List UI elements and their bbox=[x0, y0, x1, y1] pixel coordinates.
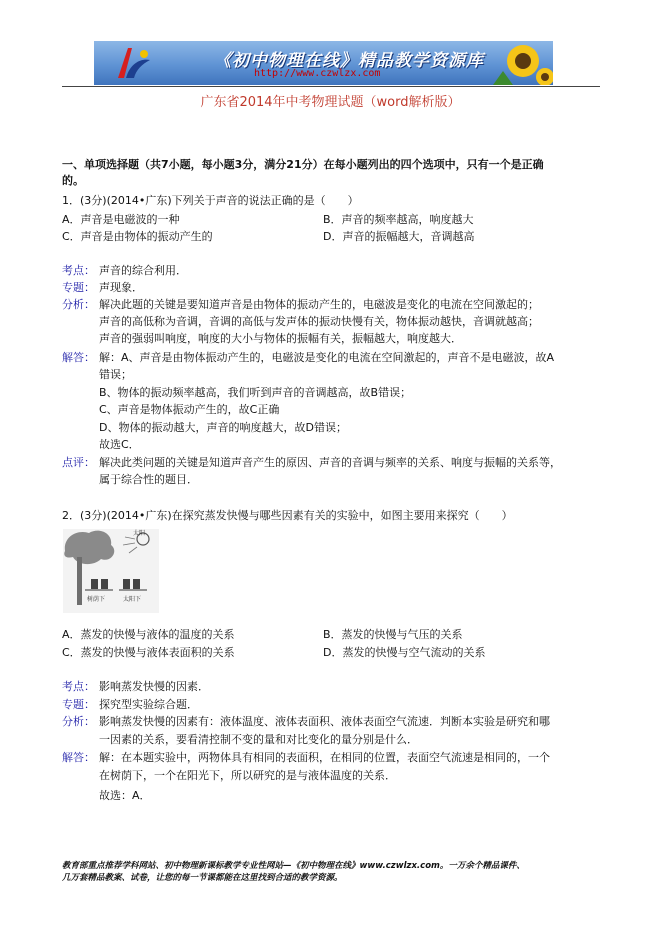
q2-fenxi-label: 分析： bbox=[62, 715, 95, 728]
q1-fenxi-line: 声音的高低称为音调，音调的高低与发声体的振动快慢有关，物体振动越快，音调就越高； bbox=[99, 315, 539, 328]
figure-label-sun: 太阳 bbox=[133, 530, 146, 537]
document-title: 广东省2014年中考物理试题（word解析版） bbox=[200, 95, 461, 110]
footer-line: 教育部重点推荐学科网站、初中物理新课标教学专业性网站—《初中物理在线》www.czwlzx.com。一万余个精品课件、 bbox=[62, 861, 525, 871]
q1-kaodian-label: 考点： bbox=[62, 264, 95, 277]
q1-jieda-line: B、物体的振动频率越高，我们听到声音的音调越高，故B错误； bbox=[99, 386, 412, 399]
q1-jieda-label: 解答： bbox=[62, 351, 95, 364]
q1-fenxi-line: 声音的强弱叫响度，响度的大小与物体的振幅有关，振幅越大，响度越大． bbox=[99, 332, 462, 345]
evaporation-experiment-figure bbox=[63, 529, 159, 613]
q2-kaodian: 影响蒸发快慢的因素． bbox=[99, 680, 209, 693]
q2-jieda-label: 解答： bbox=[62, 751, 95, 764]
question-1-stem: 1．(3分)(2014•广东)下列关于声音的说法正确的是（ ） bbox=[62, 194, 359, 207]
section-heading-cont: 的。 bbox=[62, 174, 84, 187]
q2-fenxi-line: 一因素的关系，要看清控制不变的量和对比变化的量分别是什么． bbox=[99, 733, 418, 746]
q2-jieda-line: 在树荫下，一个在阳光下，所以研究的是与液体温度的关系． bbox=[99, 769, 396, 782]
q2-zhuanti-label: 专题： bbox=[62, 698, 95, 711]
q1-option-b: B．声音的频率越高，响度越大 bbox=[323, 213, 474, 226]
q1-zhuanti-label: 专题： bbox=[62, 281, 95, 294]
q2-jieda-line: 解：在本题实验中，两物体具有相同的表面积，在相同的位置，表面空气流速是相同的，一个 bbox=[99, 751, 550, 764]
header-banner bbox=[94, 41, 553, 85]
site-logo-icon bbox=[114, 44, 154, 82]
q2-fenxi-line: 影响蒸发快慢的因素有：液体温度、液体表面积、液体表面空气流速．判断本实验是研究和哪 bbox=[99, 715, 550, 728]
q2-option-d: D．蒸发的快慢与空气流动的关系 bbox=[323, 646, 486, 659]
q2-option-b: B．蒸发的快慢与气压的关系 bbox=[323, 628, 463, 641]
q1-jieda-line: D、物体的振动越大，声音的响度越大，故D错误； bbox=[99, 421, 347, 434]
q1-zhuanti: 声现象． bbox=[99, 281, 143, 294]
q1-jieda-line: 解：A、声音是由物体振动产生的，电磁波是变化的电流在空间激起的，声音不是电磁波，故A bbox=[99, 351, 555, 364]
q2-kaodian-label: 考点： bbox=[62, 680, 95, 693]
banner-url[interactable]: http://www.czwlzx.com bbox=[254, 68, 381, 79]
q1-dianping-line: 属于综合性的题目． bbox=[99, 473, 198, 486]
page-footer bbox=[62, 860, 525, 884]
q2-zhuanti: 探究型实验综合题． bbox=[99, 698, 198, 711]
section-heading: 一、单项选择题（共7小题，每小题3分，满分21分）在每小题列出的四个选项中，只有一个是正确 bbox=[62, 158, 544, 171]
q1-jieda-line: 错误； bbox=[99, 368, 132, 381]
q1-jieda-line: 故选C． bbox=[99, 438, 140, 451]
q2-option-c: C．蒸发的快慢与液体表面积的关系 bbox=[62, 646, 235, 659]
q1-fenxi-label: 分析： bbox=[62, 298, 95, 311]
q1-jieda-line: C、声音是物体振动产生的，故C正确 bbox=[99, 403, 280, 416]
figure-label-sunlight: 太阳下 bbox=[123, 596, 142, 603]
figure-label-shade: 树荫下 bbox=[87, 596, 106, 603]
q2-option-a: A．蒸发的快慢与液体的温度的关系 bbox=[62, 628, 235, 641]
q1-fenxi-line: 解决此题的关键是要知道声音是由物体的振动产生的，电磁波是变化的电流在空间激起的； bbox=[99, 298, 539, 311]
banner-title: 《初中物理在线》精品教学资源库 bbox=[214, 51, 484, 71]
header-divider bbox=[62, 86, 600, 87]
q2-jieda-line: 故选：A． bbox=[99, 789, 151, 802]
footer-line: 几万套精品教案、试卷，让您的每一节课都能在这里找到合适的教学资源。 bbox=[62, 873, 343, 883]
q1-dianping-label: 点评： bbox=[62, 456, 95, 469]
question-2-stem: 2．(3分)(2014•广东)在探究蒸发快慢与哪些因素有关的实验中，如图主要用来探究（ ） bbox=[62, 509, 513, 522]
q1-kaodian: 声音的综合利用． bbox=[99, 264, 187, 277]
q1-option-c: C．声音是由物体的振动产生的 bbox=[62, 230, 213, 243]
q1-option-a: A．声音是电磁波的一种 bbox=[62, 213, 180, 226]
q1-option-d: D．声音的振幅越大，音调越高 bbox=[323, 230, 475, 243]
sunflower-icon bbox=[493, 41, 553, 85]
q1-dianping-line: 解决此类问题的关键是知道声音产生的原因、声音的音调与频率的关系、响度与振幅的关系等， bbox=[99, 456, 561, 469]
